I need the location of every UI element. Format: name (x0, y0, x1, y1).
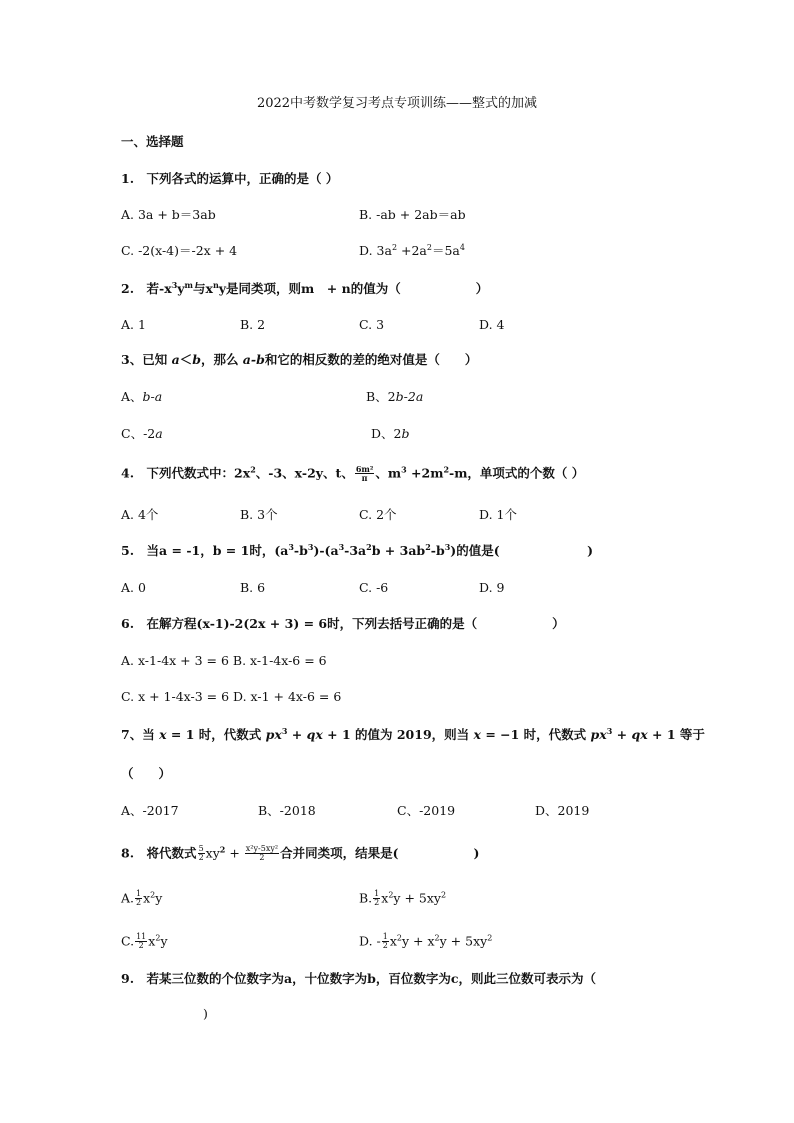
q6-options-cd: C. x + 1-4x-3 = 6 D. x-1 + 4x-6 = 6 (121, 689, 342, 704)
fraction: $\frac{1}{2}$ (374, 889, 380, 908)
q5-option-a: A. 0 (121, 580, 146, 595)
q1-option-c: C. -2(x-4)＝-2x + 4 (121, 243, 238, 258)
q5-option-d: D. 9 (479, 580, 505, 595)
q8-option-c: C. $\frac{11}{2}$ $x^2y$ (121, 932, 168, 951)
q6-options-ab: A. x-1-4x + 3 = 6 B. x-1-4x-6 = 6 (121, 653, 327, 668)
q1-option-a: A. 3a + b＝3ab (121, 207, 216, 222)
q2-option-b: B. 2 (240, 317, 266, 332)
fraction: $\frac{1}{2}$ (382, 932, 388, 951)
q3-option-c: C、-2a (121, 426, 163, 441)
q8-option-a: A. $\frac{1}{2}$ $x^2y$ (121, 889, 163, 908)
fraction: $\frac{5}{2}$ (198, 844, 204, 863)
question-1-stem: 1. 下列各式的运算中，正确的是（ ） (121, 171, 339, 186)
question-9-tail: ) (203, 1006, 208, 1021)
page-title: 2022中考数学复习考点专项训练——整式的加减 (256, 96, 538, 111)
fraction: $\frac{\text{6m²}}{\pi}$ (355, 464, 374, 484)
question-9-stem: 9. 若某三位数的个位数字为a，十位数字为b，百位数字为c，则此三位数可表示为（ (121, 971, 597, 986)
question-4-stem: 4. 下列代数式中：$2x^2$、-3、x-2y、t、 $\frac{\text{6m²}}{\pi}$ 、$m^3 +2m^2-m$，单项式的个数（ ） (121, 464, 585, 484)
q7-option-a: A、-2017 (121, 803, 179, 818)
q2-option-c: C. 3 (359, 317, 385, 332)
fraction: $\frac{\text{x²y-5xy²}}{2}$ (245, 844, 279, 863)
q5-option-b: B. 6 (240, 580, 266, 595)
fraction: $\frac{11}{2}$ (136, 932, 147, 951)
fraction: $\frac{1}{2}$ (136, 889, 142, 908)
q5-option-c: C. -6 (359, 580, 389, 595)
question-3-stem: 3、已知 a＜b，那么 a-b和它的相反数的差的绝对值是（ ） (121, 352, 478, 367)
q3-option-a: A、b-a (121, 389, 163, 404)
q4-option-b: B. 3个 (240, 507, 278, 522)
q1-option-d: D. $3a^2 +2a^2=5a^4$ (359, 243, 465, 258)
question-8-stem: 8. 将代数式 $\frac{5}{2}$ $xy^2$ + $\frac{\text{x²y-5xy²}}{2}$ 合并同类项，结果是( ) (121, 844, 480, 863)
q3-option-b: B、2b-2a (366, 389, 424, 404)
q8-option-d: D. - $\frac{1}{2}$ $x^2y + x^2y + 5xy^2$ (359, 932, 493, 951)
question-6-stem: 6. 在解方程(x-1)-2(2x + 3) = 6时，下列去括号正确的是（ ） (121, 616, 565, 631)
q4-option-d: D. 1个 (479, 507, 517, 522)
section-heading: 一、选择题 (121, 134, 184, 149)
q7-option-d: D、2019 (535, 803, 590, 818)
q2-option-d: D. 4 (479, 317, 505, 332)
question-7-stem: 7、当 x = 1 时，代数式 $px^3$ + qx + 1 的值为 2019，则当 x = −1 时，代数式 $px^3$ + qx + 1 等于 (121, 726, 705, 742)
q4-option-a: A. 4个 (121, 507, 159, 522)
question-2-stem: 2. 若$-x^3y^m$与$x^ny$是同类项，则m + n的值为（ ） (121, 280, 489, 296)
q7-option-b: B、-2018 (258, 803, 316, 818)
q8-option-b: B. $\frac{1}{2}$ $x^2y + 5xy^2$ (359, 889, 447, 908)
q7-option-c: C、-2019 (397, 803, 456, 818)
q2-option-a: A. 1 (121, 317, 146, 332)
q3-option-d: D、2b (371, 426, 410, 441)
question-5-stem: 5. 当a = -1，b = 1时，$(a^3-b^3)-(a^3-3a^2b + 3ab^2-b^3)$的值是( ) (121, 542, 594, 558)
q1-option-b: B. -ab + 2ab＝ab (359, 207, 466, 222)
q4-option-c: C. 2个 (359, 507, 397, 522)
question-7-paren: （ ） (121, 766, 172, 781)
